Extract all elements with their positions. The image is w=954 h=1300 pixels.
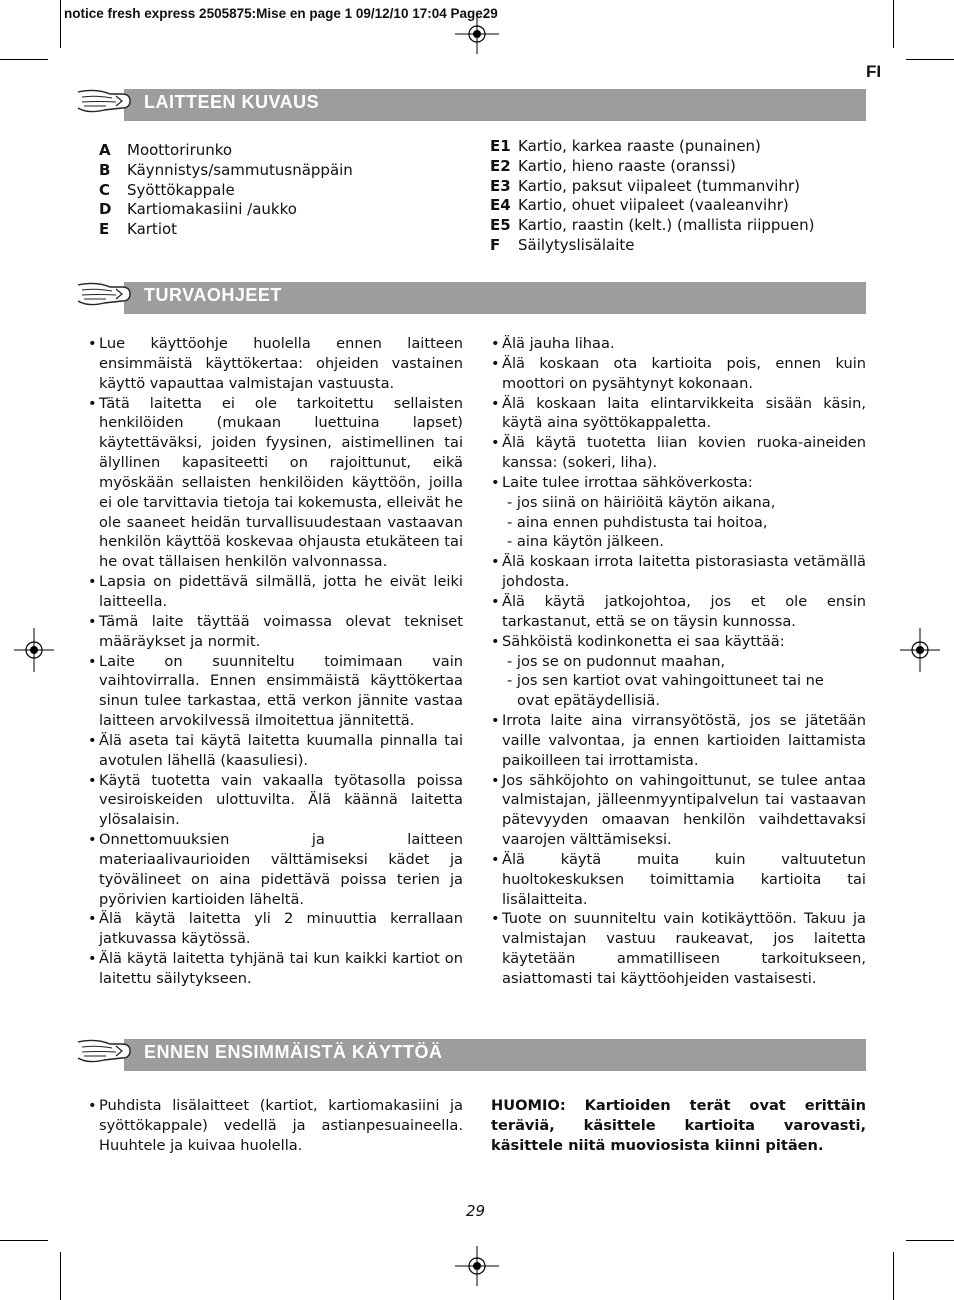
parts-list-right	[490, 137, 815, 256]
list-item: E4 Kartio, ohuet viipaleet (vaaleanvihr)	[490, 196, 789, 215]
hand-arrow-icon	[76, 1034, 132, 1070]
registration-mark-icon	[455, 1246, 499, 1286]
list-item: • Onnettomuuksien ja laitteen materiaalivaurioiden välttämiseksi kädet ja työvälineet on aina pidettävä poissa terien ja pyörivien kartioiden läheltä.	[88, 830, 463, 909]
sub-item: - aina käytön jälkeen.	[507, 533, 664, 551]
list-item: • Älä käytä tuotetta liian kovien ruoka-aineiden kanssa: (sokeri, liha).	[491, 433, 866, 473]
section-title: ENNEN ENSIMMÄISTÄ KÄYTTÖÄ	[144, 1042, 443, 1062]
list-item: A Moottorirunko	[99, 141, 233, 159]
list-item: • Älä käytä jatkojohtoa, jos et ole ensin tarkastanut, että se on täysin kunnossa.	[491, 592, 866, 632]
hand-arrow-icon	[76, 277, 132, 313]
list-item: B Käynnistys/sammutusnäppäin	[99, 160, 353, 179]
language-label: FI	[866, 62, 882, 81]
list-item: • Jos sähköjohto on vahingoittunut, se tulee antaa valmistajan, jälleenmyyntipalvelun tai vastaavan pätevyyden omaavan henkilön vaihdettavaksi vaarojen välttämiseksi.	[491, 771, 866, 850]
list-item: • Laite on suunniteltu toimimaan vain vaihtovirralla. Ennen ensimmäistä käyttökertaa sinun tulee tarkastaa, että verkon jännite vastaa laitteen arvokilvessä ilmoitettua jännitettä.	[88, 652, 463, 731]
first-use-instructions	[88, 1096, 463, 1156]
sub-item: - jos sen kartiot ovat vahingoittuneet tai ne	[507, 672, 824, 690]
list-item: • Älä käytä laitetta tyhjänä tai kun kaikki kartiot on laitettu säilytykseen.	[88, 949, 463, 989]
crop-mark	[906, 59, 954, 60]
crop-mark	[0, 59, 48, 60]
registration-mark-icon	[14, 628, 54, 672]
list-item: • Lue käyttöohje huolella ennen laitteen ensimmäistä käyttökertaa: ohjeiden vastainen käyttö vapauttaa valmistajan vastuusta.	[88, 334, 463, 394]
list-item: • Irrota laite aina virransyötöstä, jos se jätetään vaille valvontaa, ja ennen kartioiden laittamista paikoilleen tai irrottamista.	[491, 711, 866, 771]
crop-mark	[60, 0, 61, 48]
page-number: 29	[466, 1202, 486, 1220]
sub-item: ovat epätäydellisiä.	[517, 692, 661, 710]
list-item: • Älä koskaan irrota laitetta pistorasiasta vetämällä johdosta.	[491, 552, 866, 592]
crop-mark	[60, 1252, 61, 1300]
list-item: • Tämä laite täyttää voimassa olevat tekniset määräykset ja normit.	[88, 612, 463, 652]
list-item: • Laite tulee irrottaa sähköverkosta:	[491, 473, 866, 493]
parts-list-left	[99, 141, 353, 240]
list-item: E Kartiot	[99, 220, 178, 239]
print-header: notice fresh express 2505875:Mise en page 1 09/12/10 17:04 Page29	[64, 6, 498, 21]
list-item: C Syöttökappale	[99, 180, 235, 199]
sub-item: - jos se on pudonnut maahan,	[507, 652, 726, 670]
registration-mark-icon	[900, 628, 940, 672]
safety-list-right	[491, 334, 866, 989]
list-item: E5 Kartio, raastin (kelt.) (mallista riippuen)	[490, 216, 815, 235]
sub-item: - aina ennen puhdistusta tai hoitoa,	[507, 513, 768, 531]
list-item: • Tätä laitetta ei ole tarkoitettu sellaisten henkilöiden (mukaan luettuina lapset) käytettäväksi, joiden fyysinen, aistimellinen tai älyllinen kapasiteetti on rajoittunut, eikä myöskään sellaisten henkilöiden käyttöön, joilla ei ole tarvittavia tietoja tai kokemusta, elleivät he ole saaneet heidän turvallisuudestaan vastaavan henkilön käyttöä koskevaa ohjausta etukäteen tai he ovat tällaisen henkilön valvonnassa.	[88, 394, 463, 573]
crop-mark	[0, 1240, 48, 1241]
list-item: • Älä käytä muita kuin valtuutetun huoltokeskuksen toimittamia kartioita tai lisälaitteita.	[491, 850, 866, 910]
crop-mark	[906, 1240, 954, 1241]
list-item: • Sähköistä kodinkonetta ei saa käyttää:	[491, 632, 866, 652]
sub-item: - jos siinä on häiriöitä käytön aikana,	[507, 493, 776, 511]
list-item: • Älä käytä laitetta yli 2 minuuttia kerrallaan jatkuvassa käytössä.	[88, 909, 463, 949]
hand-arrow-icon	[76, 84, 132, 120]
crop-mark	[893, 1252, 894, 1300]
section-title: TURVAOHJEET	[144, 285, 282, 305]
registration-mark-icon	[455, 14, 499, 54]
list-item: E3 Kartio, paksut viipaleet (tummanvihr)	[490, 176, 800, 195]
list-item: • Älä jauha lihaa.	[491, 334, 866, 354]
list-item: • Lapsia on pidettävä silmällä, jotta he eivät leiki laitteella.	[88, 572, 463, 612]
list-item: • Älä koskaan laita elintarvikkeita sisään käsin, käytä aina syöttökappaletta.	[491, 394, 866, 434]
list-item: • Puhdista lisälaitteet (kartiot, kartiomakasiini ja syöttökappale) vedellä ja astianpesuaineella. Huuhtele ja kuivaa huolella.	[88, 1096, 463, 1156]
list-item: E2 Kartio, hieno raaste (oranssi)	[490, 156, 736, 175]
section-title: LAITTEEN KUVAUS	[144, 92, 320, 112]
list-item: E1 Kartio, karkea raaste (punainen)	[490, 137, 761, 155]
crop-mark	[893, 0, 894, 48]
list-item: D Kartiomakasiini /aukko	[99, 200, 297, 219]
list-item: • Tuote on suunniteltu vain kotikäyttöön. Takuu ja valmistajan vastuu raukeavat, jos laitetta käytetään ammatilliseen tarkoitukseen, asiattomasti tai käyttöohjeiden vastaisesti.	[491, 909, 866, 988]
list-item: • Älä aseta tai käytä laitetta kuumalla pinnalla tai avotulen lähellä (kaasuliesi).	[88, 731, 463, 771]
list-item: • Käytä tuotetta vain vakaalla työtasolla poissa vesiroiskeiden ulottuvilta. Älä käännä laitetta ylösalaisin.	[88, 771, 463, 831]
list-item: F Säilytyslisälaite	[490, 235, 635, 254]
list-item: • Älä koskaan ota kartioita pois, ennen kuin moottori on pysähtynyt kokonaan.	[491, 354, 866, 394]
safety-list-left	[88, 334, 463, 989]
warning-note: HUOMIO: Kartioiden terät ovat erittäin teräviä, käsittele kartioita varovasti, käsittele niitä muoviosista kiinni pitäen.	[491, 1097, 866, 1154]
